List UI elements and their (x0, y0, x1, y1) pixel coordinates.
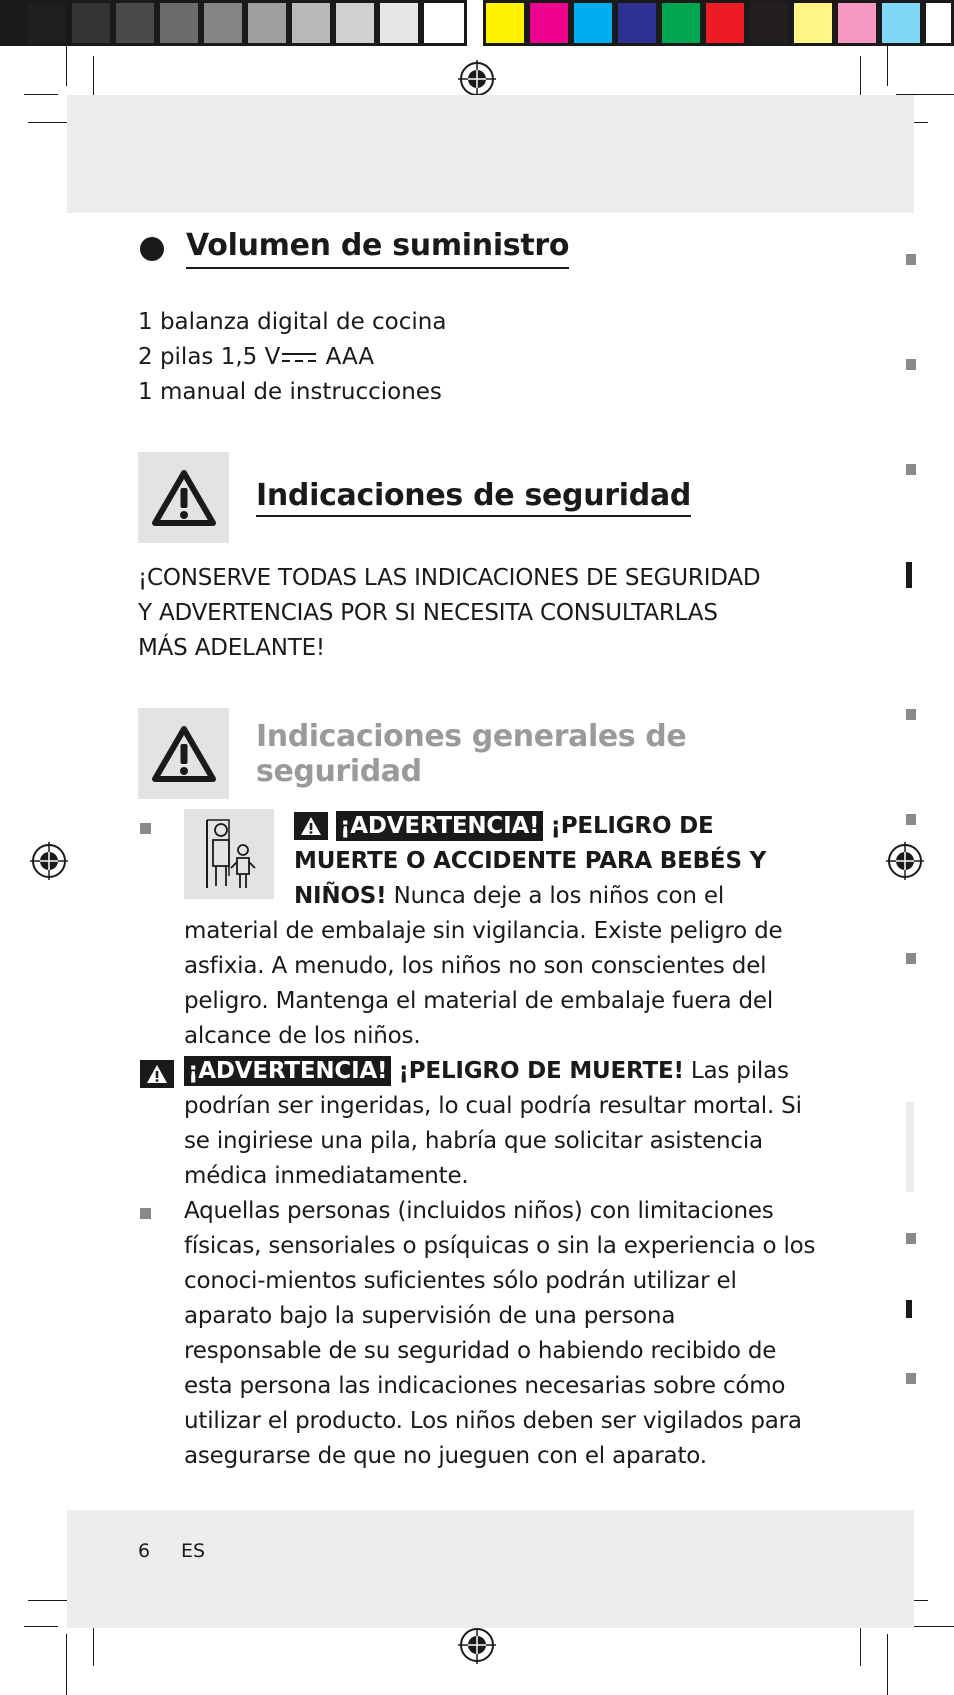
item-headline: ¡PELIGRO DE MUERTE O ACCIDENTE PARA BEBÉS Y NIÑOS! (294, 813, 767, 909)
supply-item: 1 manual de instrucciones (138, 379, 442, 405)
warning-tag: ¡ADVERTENCIA! (184, 1056, 391, 1086)
safety-item-limitations (138, 1194, 818, 1474)
crop-mark (24, 1626, 58, 1627)
item-headline: ¡PELIGRO DE MUERTE! (398, 1058, 684, 1084)
swatch-11 (421, 0, 467, 46)
safety-notice-line: Y ADVERTENCIAS POR SI NECESITA CONSULTARLAS (138, 600, 718, 626)
supply-list (138, 305, 818, 410)
swatch-5 (157, 0, 201, 46)
crop-mark (887, 46, 888, 86)
item-body: Aquellas personas (incluidos niños) con limitaciones físicas, sensoriales o psíquicas o sin la experiencia o los conoci-mientos suficientes sólo podrán utilizar el aparato bajo la supervisión de una persona responsable de su seguridad o habiendo recibido de esta persona las indicaciones necesarias sobre cómo utilizar el producto. Los niños deben ser vigilados para asegurarse de que no jueguen con el aparato. (184, 1198, 816, 1469)
swatch-9 (333, 0, 377, 46)
warning-small-icon (140, 1060, 174, 1088)
swatch-15 (615, 0, 659, 46)
supply-item-type: AAA (325, 344, 375, 370)
swatch-4 (113, 0, 157, 46)
swatch-16 (659, 0, 703, 46)
general-safety-heading (138, 708, 818, 799)
crop-mark (66, 1634, 67, 1695)
warning-tag: ¡ADVERTENCIA! (336, 811, 543, 841)
swatch-1 (0, 0, 25, 46)
registration-mark-icon (30, 842, 68, 880)
registration-mark-icon (458, 60, 496, 98)
edge-mark (906, 709, 916, 720)
edge-mark (906, 1102, 914, 1192)
swatch-10 (377, 0, 421, 46)
general-safety-title: Indicaciones generales de seguridad (256, 718, 687, 789)
page-content (138, 228, 818, 1474)
edge-mark (906, 1300, 912, 1318)
swatch-20 (835, 0, 879, 46)
safety-heading (138, 452, 818, 543)
supply-item-text: 2 pilas 1,5 V (138, 344, 281, 370)
edge-mark (906, 814, 916, 825)
edge-mark (906, 254, 916, 265)
edge-mark (906, 562, 912, 588)
safety-item-children (138, 809, 818, 1054)
swatch-14 (571, 0, 615, 46)
swatch-13 (527, 0, 571, 46)
item-body: Nunca deje a los niños con el material de embalaje sin vigilancia. Existe peligro de asfixia. A menudo, los niños no son conscientes del peligro. Mantenga el material de embalaje fuera del alcance de los niños. (184, 883, 783, 1049)
child-packaging-icon (184, 809, 274, 899)
supply-title-wrap (186, 228, 569, 269)
swatch-2 (25, 0, 69, 46)
supply-title: Volumen de suministro (186, 228, 570, 263)
edge-mark (906, 1233, 916, 1244)
crop-mark (887, 1634, 888, 1695)
registration-mark-icon (458, 1626, 496, 1664)
footer-band (67, 1510, 914, 1628)
swatch-12 (483, 0, 527, 46)
square-bullet (140, 1208, 151, 1219)
dc-current-icon (282, 352, 316, 364)
header-band (67, 95, 914, 213)
page-number: 6 (138, 1540, 151, 1562)
safety-notice-line: MÁS ADELANTE! (138, 635, 325, 661)
safety-items (138, 809, 818, 1474)
registration-mark-icon (886, 842, 924, 880)
edge-mark (906, 1373, 916, 1384)
crop-mark (24, 94, 58, 95)
safety-notice-line: ¡CONSERVE TODAS LAS INDICACIONES DE SEGURIDAD (138, 565, 761, 591)
edge-mark (906, 464, 916, 475)
swatch-6 (201, 0, 245, 46)
supply-heading (138, 228, 818, 269)
swatch-3 (69, 0, 113, 46)
warning-small-icon (294, 812, 328, 840)
square-bullet (140, 823, 151, 834)
warning-triangle-icon (138, 708, 229, 799)
swatch-21 (879, 0, 923, 46)
color-calibration-bar (0, 0, 954, 46)
item-body: Las pilas podrían ser ingeridas, lo cual podría resultar mortal. Si se ingiriese una pila, habría que solicitar asistencia médica inmediatamente. (184, 1058, 802, 1189)
swatch-22 (923, 0, 954, 46)
edge-mark (906, 359, 916, 370)
safety-item-batteries (138, 1054, 818, 1194)
warning-triangle-icon (138, 452, 229, 543)
swatch-19 (791, 0, 835, 46)
swatch-18 (747, 0, 791, 46)
crop-mark (66, 46, 67, 86)
safety-title-wrap (256, 478, 691, 517)
edge-mark (906, 953, 916, 964)
swatch-8 (289, 0, 333, 46)
swatch-7 (245, 0, 289, 46)
safety-notice (138, 561, 818, 666)
supply-item (138, 340, 818, 375)
swatch-17 (703, 0, 747, 46)
supply-item: 1 balanza digital de cocina (138, 309, 447, 335)
page-language: ES (181, 1540, 206, 1562)
safety-title: Indicaciones de seguridad (256, 478, 692, 513)
bullet-dot-icon (140, 237, 164, 261)
